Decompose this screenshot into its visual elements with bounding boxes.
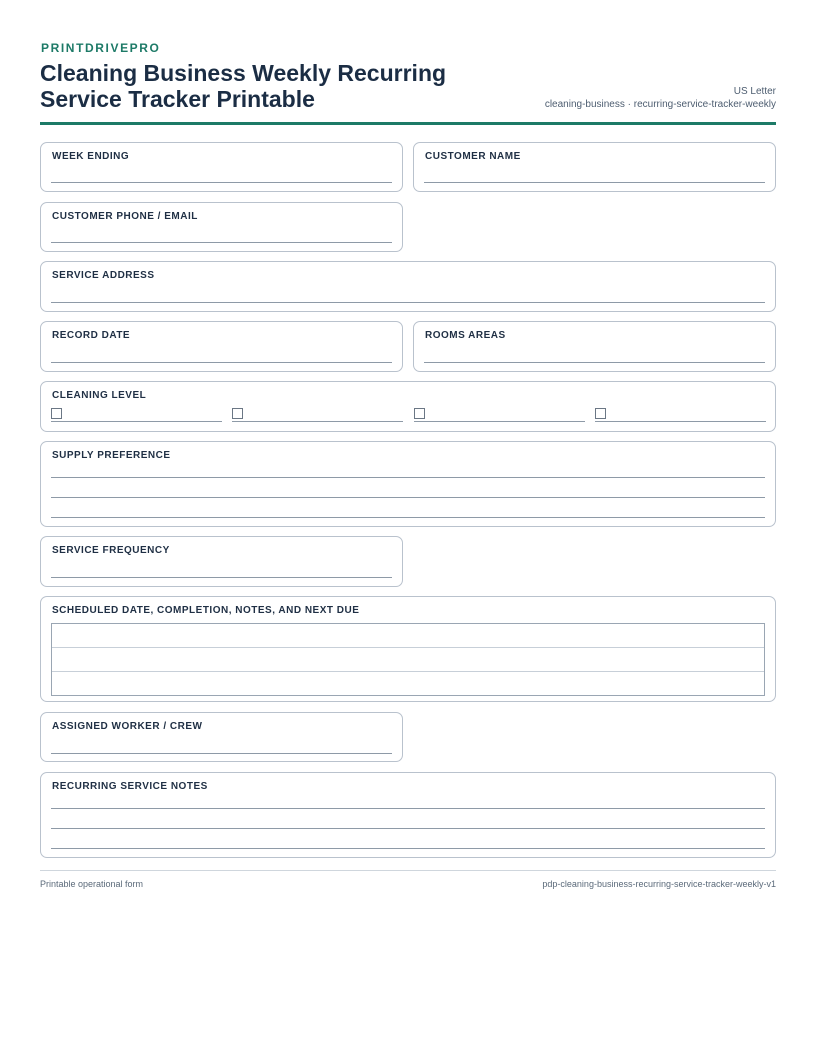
supply-preference-line-1[interactable] [51, 477, 765, 478]
customer-name-label: CUSTOMER NAME [425, 151, 521, 162]
recurring-notes-line-2[interactable] [51, 828, 765, 829]
rooms-areas-field [413, 321, 776, 372]
rooms-areas-input-line[interactable] [424, 362, 765, 363]
cleaning-level-option-1[interactable] [51, 408, 222, 424]
recurring-notes-label: RECURRING SERVICE NOTES [52, 781, 208, 792]
cleaning-level-label: CLEANING LEVEL [52, 390, 147, 401]
checkbox[interactable] [414, 408, 425, 419]
customer-contact-field [40, 202, 403, 252]
service-frequency-input-line[interactable] [51, 577, 392, 578]
service-address-input-line[interactable] [51, 302, 765, 303]
assigned-worker-field [40, 712, 403, 762]
footer-form-id: pdp-cleaning-business-recurring-service-tracker-weekly-v1 [542, 879, 776, 889]
record-date-input-line[interactable] [51, 362, 392, 363]
page-title: Cleaning Business Weekly Recurring Service Tracker Printable [40, 60, 447, 112]
supply-preference-line-2[interactable] [51, 497, 765, 498]
assigned-worker-label: ASSIGNED WORKER / CREW [52, 721, 203, 732]
customer-contact-input-line[interactable] [51, 242, 392, 243]
option-write-line[interactable] [414, 421, 585, 422]
week-ending-label: WEEK ENDING [52, 151, 130, 162]
customer-name-field [413, 142, 776, 192]
checkbox[interactable] [51, 408, 62, 419]
recurring-notes-field [40, 772, 776, 858]
cleaning-level-option-4[interactable] [595, 408, 766, 424]
supply-preference-field [40, 441, 776, 527]
recurring-notes-line-1[interactable] [51, 808, 765, 809]
brand-name: PRINTDRIVEPRO [41, 41, 161, 55]
cleaning-level-option-3[interactable] [414, 408, 585, 424]
service-address-field [40, 261, 776, 312]
schedule-table-label: SCHEDULED DATE, COMPLETION, NOTES, AND NEXT DUE [52, 605, 360, 616]
option-write-line[interactable] [51, 421, 222, 422]
checkbox[interactable] [232, 408, 243, 419]
table-row[interactable] [52, 648, 764, 672]
option-write-line[interactable] [595, 421, 766, 422]
document-meta [545, 85, 776, 111]
header-rule [40, 122, 776, 125]
table-row[interactable] [52, 624, 764, 648]
supply-preference-line-3[interactable] [51, 517, 765, 518]
document-slug: cleaning-business · recurring-service-tracker-weekly [544, 99, 776, 110]
checkbox[interactable] [595, 408, 606, 419]
rooms-areas-label: ROOMS AREAS [425, 330, 506, 341]
cleaning-level-field [40, 381, 776, 432]
table-row[interactable] [52, 672, 764, 695]
footer-rule [40, 870, 776, 871]
assigned-worker-input-line[interactable] [51, 753, 392, 754]
week-ending-input-line[interactable] [51, 182, 392, 183]
supply-preference-label: SUPPLY PREFERENCE [52, 450, 171, 461]
record-date-field [40, 321, 403, 372]
service-frequency-field [40, 536, 403, 587]
footer-left-text: Printable operational form [40, 879, 144, 889]
recurring-notes-line-3[interactable] [51, 848, 765, 849]
customer-name-input-line[interactable] [424, 182, 765, 183]
cleaning-level-option-2[interactable] [232, 408, 403, 424]
paper-size: US Letter [733, 86, 776, 97]
schedule-table-section [40, 596, 776, 702]
service-address-label: SERVICE ADDRESS [52, 270, 155, 281]
record-date-label: RECORD DATE [52, 330, 131, 341]
service-frequency-label: SERVICE FREQUENCY [52, 545, 170, 556]
option-write-line[interactable] [232, 421, 403, 422]
customer-contact-label: CUSTOMER PHONE / EMAIL [52, 211, 198, 222]
week-ending-field [40, 142, 403, 192]
schedule-table [51, 623, 765, 696]
